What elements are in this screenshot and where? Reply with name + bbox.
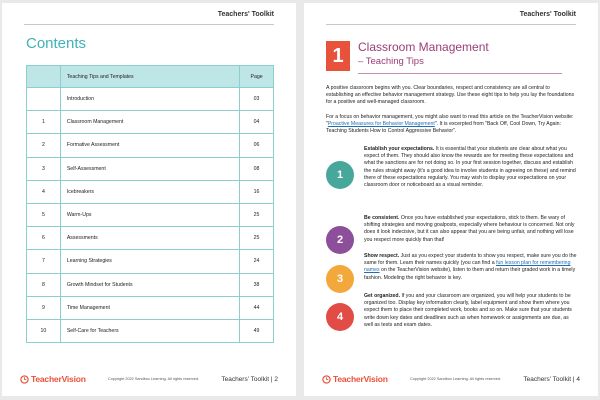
tip-body-cont: on the TeacherVision website), listen to them and return their graded work in a timely fashion. Modeling the right behavior is key. (364, 267, 576, 281)
row-topic: Time Management (60, 296, 239, 319)
chapter-number-box: 1 (326, 41, 350, 71)
table-row[interactable] (27, 157, 274, 180)
table-row[interactable] (27, 134, 274, 157)
row-num: 6 (27, 227, 61, 250)
page-footer (20, 372, 278, 386)
clock-icon (322, 375, 331, 384)
clock-icon (20, 375, 29, 384)
table-row[interactable] (27, 88, 274, 111)
table-row[interactable] (27, 250, 274, 273)
row-page: 24 (240, 250, 274, 273)
tip-title: Get organized. (364, 293, 401, 299)
row-page: 25 (240, 203, 274, 226)
header-divider (24, 24, 274, 25)
row-num: 5 (27, 203, 61, 226)
table-row[interactable] (27, 296, 274, 319)
tip-number-badge: 4 (326, 303, 354, 331)
table-row[interactable] (27, 180, 274, 203)
chapter-title: Classroom Management (358, 40, 489, 54)
teachervision-logo (20, 374, 86, 384)
tip-paragraph (364, 253, 578, 282)
name-lesson-link[interactable]: fun lesson plan for remembering names (364, 260, 571, 274)
row-num (27, 88, 61, 111)
tip-title: Establish your expectations. (364, 146, 435, 152)
tip-body: Once you have established your expectations, stick to them. Be wary of shifting strategies and moving goalposts, especially where behaviour is concerned. Not only does it look indecisive, but it can also appear that you are being unfair, and nothing will lose you respect more quickly than that! (364, 215, 575, 243)
chapter-page (304, 3, 598, 396)
tip-paragraph (364, 215, 578, 244)
row-page: 03 (240, 88, 274, 111)
table-row[interactable] (27, 273, 274, 296)
row-topic: Introduction (60, 88, 239, 111)
row-page: 06 (240, 134, 274, 157)
row-page: 16 (240, 180, 274, 203)
running-header: Teachers' Toolkit (217, 11, 274, 18)
row-num: 3 (27, 157, 61, 180)
tip-number-badge: 2 (326, 226, 354, 254)
row-page: 44 (240, 296, 274, 319)
tip-paragraph (364, 293, 578, 329)
row-topic: Learning Strategies (60, 250, 239, 273)
row-topic: Growth Mindset for Students (60, 273, 239, 296)
teachervision-logo (322, 374, 388, 384)
tip-number-badge: 1 (326, 161, 354, 189)
row-page: 08 (240, 157, 274, 180)
tip-body: Just as you expect your students to show you respect, make sure you do the same for them. Learn their names quickly (you can find a (364, 253, 577, 267)
logo-text: TeacherVision (31, 374, 86, 384)
row-num: 7 (27, 250, 61, 273)
row-topic: Warm-Ups (60, 203, 239, 226)
toc-page (2, 3, 296, 396)
row-topic: Classroom Management (60, 111, 239, 134)
running-header: Teachers' Toolkit (519, 11, 576, 18)
row-num: 8 (27, 273, 61, 296)
behavior-article-link[interactable]: Proactive Measures for Behavior Management (327, 121, 435, 128)
header-topic-cell: Teaching Tips and Templates (60, 66, 239, 88)
tip-title: Show respect. (364, 253, 400, 259)
table-row[interactable] (27, 203, 274, 226)
table-row[interactable] (27, 319, 274, 342)
page-number-label: Teachers' Toolkit | 4 (523, 375, 580, 383)
row-num: 9 (27, 296, 61, 319)
tip-body: If you and your classroom are organized, you will help your students to be organized too. Display key information clearly, label equipment and show them where you expect them to place their completed work, books and so on. Make sure that your students write down key dates and deadlines such as when homework or assignments are due, as well as tests and exam dates. (364, 293, 572, 328)
row-page: 38 (240, 273, 274, 296)
contents-table (26, 65, 274, 343)
header-num-cell (27, 66, 61, 88)
row-topic: Formative Assessment (60, 134, 239, 157)
table-row[interactable] (27, 111, 274, 134)
focus-text-before: For a focus on behavior management, you might also want to read this article on the TeacherVision website: " (326, 114, 574, 128)
contents-table-header (27, 66, 274, 88)
row-topic: Assessments (60, 227, 239, 250)
table-row[interactable] (27, 227, 274, 250)
intro-paragraph: A positive classroom begins with you. Clear boundaries, respect and consistency are all central to establishing an effective behavior management strategy. Use these eight tips to help you lay the foundations for a positive and well-managed classroom. (326, 85, 575, 106)
row-page: 49 (240, 319, 274, 342)
contents-title: Contents (26, 35, 87, 52)
copyright-text: Copyright 2022 Sandbox Learning. All rights reserved. (108, 377, 200, 381)
header-divider (326, 24, 576, 25)
row-num: 4 (27, 180, 61, 203)
row-page: 04 (240, 111, 274, 134)
row-num: 10 (27, 319, 61, 342)
tip-number-badge: 3 (326, 265, 354, 293)
row-topic: Self-Assessment (60, 157, 239, 180)
focus-text-after: ". It is excerpted from "Back Off, Cool Down, Try Again: Teaching Students How to Control Aggressive Behavior". (326, 121, 561, 135)
tip-title: Be consistent. (364, 215, 400, 221)
page-number-label: Teachers' Toolkit | 2 (221, 375, 278, 383)
tip-body: It is essential that your students are clear about what you expect of them. They should also know the rewards are for meeting these expectations and what the sanctions are for not doing so. In your first session together, discuss and establish the rules straight away (it's a good idea to involve students in agreeing on these) and remind there of these expectations regularly. You may wish to display your expectations on your classroom door or noticeboard as a visual reminder. (364, 146, 576, 189)
row-topic: Self-Care for Teachers (60, 319, 239, 342)
logo-text: TeacherVision (333, 374, 388, 384)
row-num: 1 (27, 111, 61, 134)
focus-paragraph (326, 114, 576, 136)
page-footer (322, 372, 580, 386)
header-page-cell: Page (240, 66, 274, 88)
chapter-subtitle: – Teaching Tips (358, 56, 424, 67)
chapter-divider (358, 73, 562, 74)
row-topic: Icebreakers (60, 180, 239, 203)
row-page: 25 (240, 227, 274, 250)
tip-paragraph (364, 146, 578, 189)
copyright-text: Copyright 2022 Sandbox Learning. All rights reserved. (410, 377, 502, 381)
row-num: 2 (27, 134, 61, 157)
